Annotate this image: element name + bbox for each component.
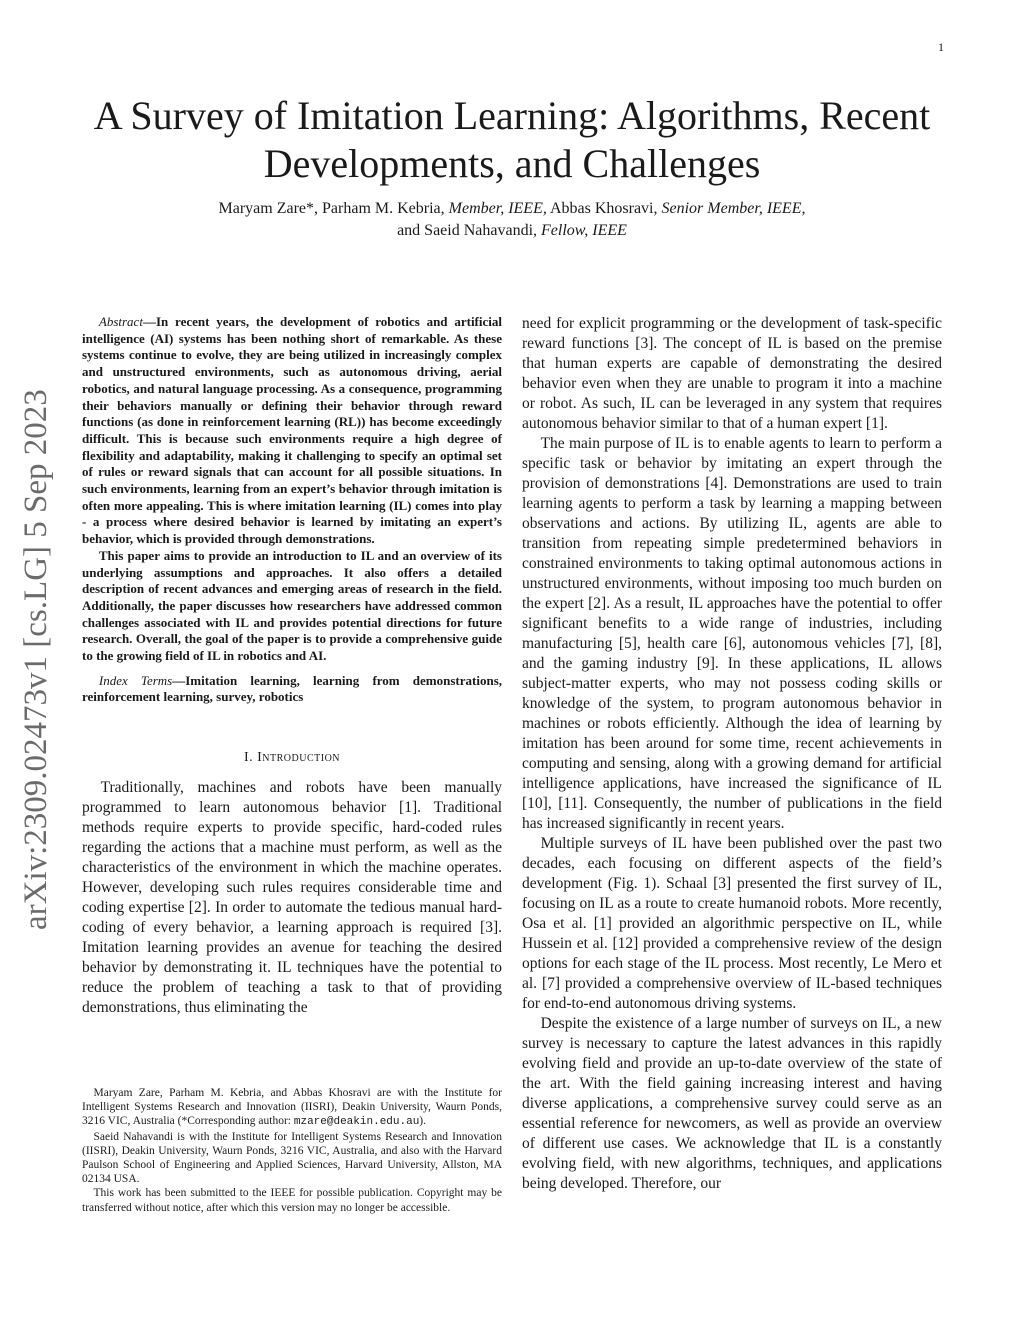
author-names-1: Maryam Zare*, Parham M. Kebria, [218,200,449,217]
intro-paragraph-4: Despite the existence of a large number of surveys on IL, a new survey is necessary to capture the latest advances in this rapidly evolving field and provide an up-to-date overview of the state of the art. With the field gaining increasing interest and having diverse applications, a comprehensive survey could serve as an essential reference for newcomers, as well as provide an overview of different use cases. We acknowledge that IL is a constantly evolving field, with new algorithms, techniques, and applications being developed. Therefore, our [522,1015,942,1192]
abstract-text-1: —In recent years, the development of robotics and artificial intelligence (AI) systems has been nothing short of remarkable. As these systems continue to evolve, they are being utilized in increasingly complex and unstructured environments, such as autonomous driving, aerial robotics, and natural language processing. As a consequence, programming their behaviors manually or defining their behavior through reward functions (as done in reinforcement learning (RL)) has become exceedingly difficult. This is because such environments require a high degree of flexibility and adaptability, making it challenging to specify an optimal set of rules or reward signals that can account for all possible situations. In such environments, learning from an expert’s behavior through imitation is often more appealing. This is where imitation learning (IL) comes into play - a process where desired behavior is learned by imitating an expert’s behavior, which is provided through demonstrations. [82,314,502,547]
footnote-affiliation-1 [82,1086,502,1130]
section-heading-introduction [82,750,502,766]
footnote-affiliation-1-end: ). [419,1115,427,1128]
right-column [522,314,942,1194]
left-column [82,314,502,1018]
abstract-paragraph-2: This paper aims to provide an introduction to IL and an overview of its underlying assumptions and approaches. It also offers a detailed description of recent advances and emerging areas of research in the field. Additionally, the paper discusses how researchers have addressed common challenges associated with IL and provides potential directions for future research. Overall, the goal of the paper is to provide a comprehensive guide to the growing field of IL in robotics and AI. [82,547,502,664]
author-affiliation-1: Member, IEEE, [448,200,547,217]
footnotes [82,1086,502,1215]
section-title: Introduction [257,750,341,766]
corresponding-email: mzare@deakin.edu.au [293,1116,420,1129]
index-terms [82,673,502,706]
footnote-copyright: This work has been submitted to the IEEE for possible publication. Copyright may be transferred without notice, after which this version may no longer be accessible. [82,1187,502,1214]
intro-paragraph-3: Multiple surveys of IL have been published over the past two decades, each focusing on different aspects of the field’s development (Fig. 1). Schaal [3] presented the first survey of IL, focusing on IL as a route to create humanoid robots. More recently, Osa et al. [1] provided an algorithmic perspective on IL, while Hussein et al. [12] provided a comprehensive review of the design options for each stage of the IL process. Most recently, Le Mero et al. [7] provided a comprehensive overview of IL-based techniques for end-to-end autonomous driving systems. [522,835,942,1012]
author-line-1 [90,198,934,220]
paper-title: A Survey of Imitation Learning: Algorithms, Recent Developments, and Challenges [93,93,931,186]
author-names-2: Abbas Khosravi, [546,200,662,217]
abstract-paragraph-1 [82,314,502,548]
page-number: 1 [938,40,944,54]
author-affiliation-3: Fellow, IEEE [541,222,627,239]
footnote-affiliation-1-text: Maryam Zare, Parham M. Kebria, and Abbas Khosravi are with the Institute for Intelligent Systems Research and Innovation (IISRI), Deakin University, Waurn Ponds, 3216 VIC, Australia (*Corresponding author: [82,1087,502,1128]
author-line-2 [90,220,934,242]
footnote-affiliation-2: Saeid Nahavandi is with the Institute for Intelligent Systems Research and Innovation (IISRI), Deakin University, Waurn Ponds, 3216 VIC, Australia, and also with the Harvard Paulson School of Engineering and Applied Sciences, Harvard University, Allston, MA 02134 USA. [82,1130,502,1186]
author-affiliation-2: Senior Member, IEEE, [661,200,806,217]
author-names-3: and Saeid Nahavandi, [397,222,542,239]
index-terms-text: —Imitation learning, learning from demonstrations, reinforcement learning, survey, robotics [82,672,503,705]
intro-paragraph-2: The main purpose of IL is to enable agents to learn to perform a specific task or behavior by imitating an expert through the provision of demonstrations [4]. Demonstrations are used to train learning agents to perform a task by learning a mapping between observations and actions. By utilizing IL, agents are able to transition from repeating simple predetermined behaviors in constrained environments to taking optimal autonomous actions in unstructured environments, without imposing too much burden on the expert [2]. As a result, IL approaches have the potential to offer significant benefits to a wide range of industries, including manufacturing [5], health care [6], autonomous vehicles [7], [8], and the gaming industry [9]. In these applications, IL allows subject-matter experts, who may not possess coding skills or knowledge of the system, to program autonomous behavior in machines or robots efficiently. Although the idea of learning by imitation has been around for some time, recent achievements in computing and sensing, along with a growing demand for artificial intelligence applications, have increased the significance of IL [10], [11]. Consequently, the number of publications in the field has increased significantly in recent years. [522,435,942,832]
author-list [90,198,934,242]
intro-paragraph-1: Traditionally, machines and robots have been manually programmed to learn autonomous behavior [1]. Traditional methods require experts to provide specific, hard-coded rules regarding the actions that a machine must perform, as well as the characteristics of the environment in which the machine operates. However, developing such rules requires considerable time and coding expertise [2]. In order to automate the tedious manual hard-coding of every behavior, a learning approach is required [3]. Imitation learning provides an avenue for teaching the desired behavior by demonstrating it. IL techniques have the potential to reduce the problem of teaching a task to that of providing demonstrations, thus eliminating the [82,779,502,1017]
index-terms-label: Index Terms [98,672,173,688]
intro-paragraph-1-continued: need for explicit programming or the development of task-specific reward functions [3]. The concept of IL is based on the premise that human experts are capable of demonstrating the desired behavior even when they are unable to program it into a machine or robot. As such, IL can be leveraged in any system that requires autonomous behavior similar to that of a human expert [1]. [522,315,942,432]
section-number: I. [243,750,258,766]
arxiv-identifier-stamp: arXiv:2309.02473v1 [cs.LG] 5 Sep 2023 [18,389,54,930]
abstract-label: Abstract [98,314,143,329]
